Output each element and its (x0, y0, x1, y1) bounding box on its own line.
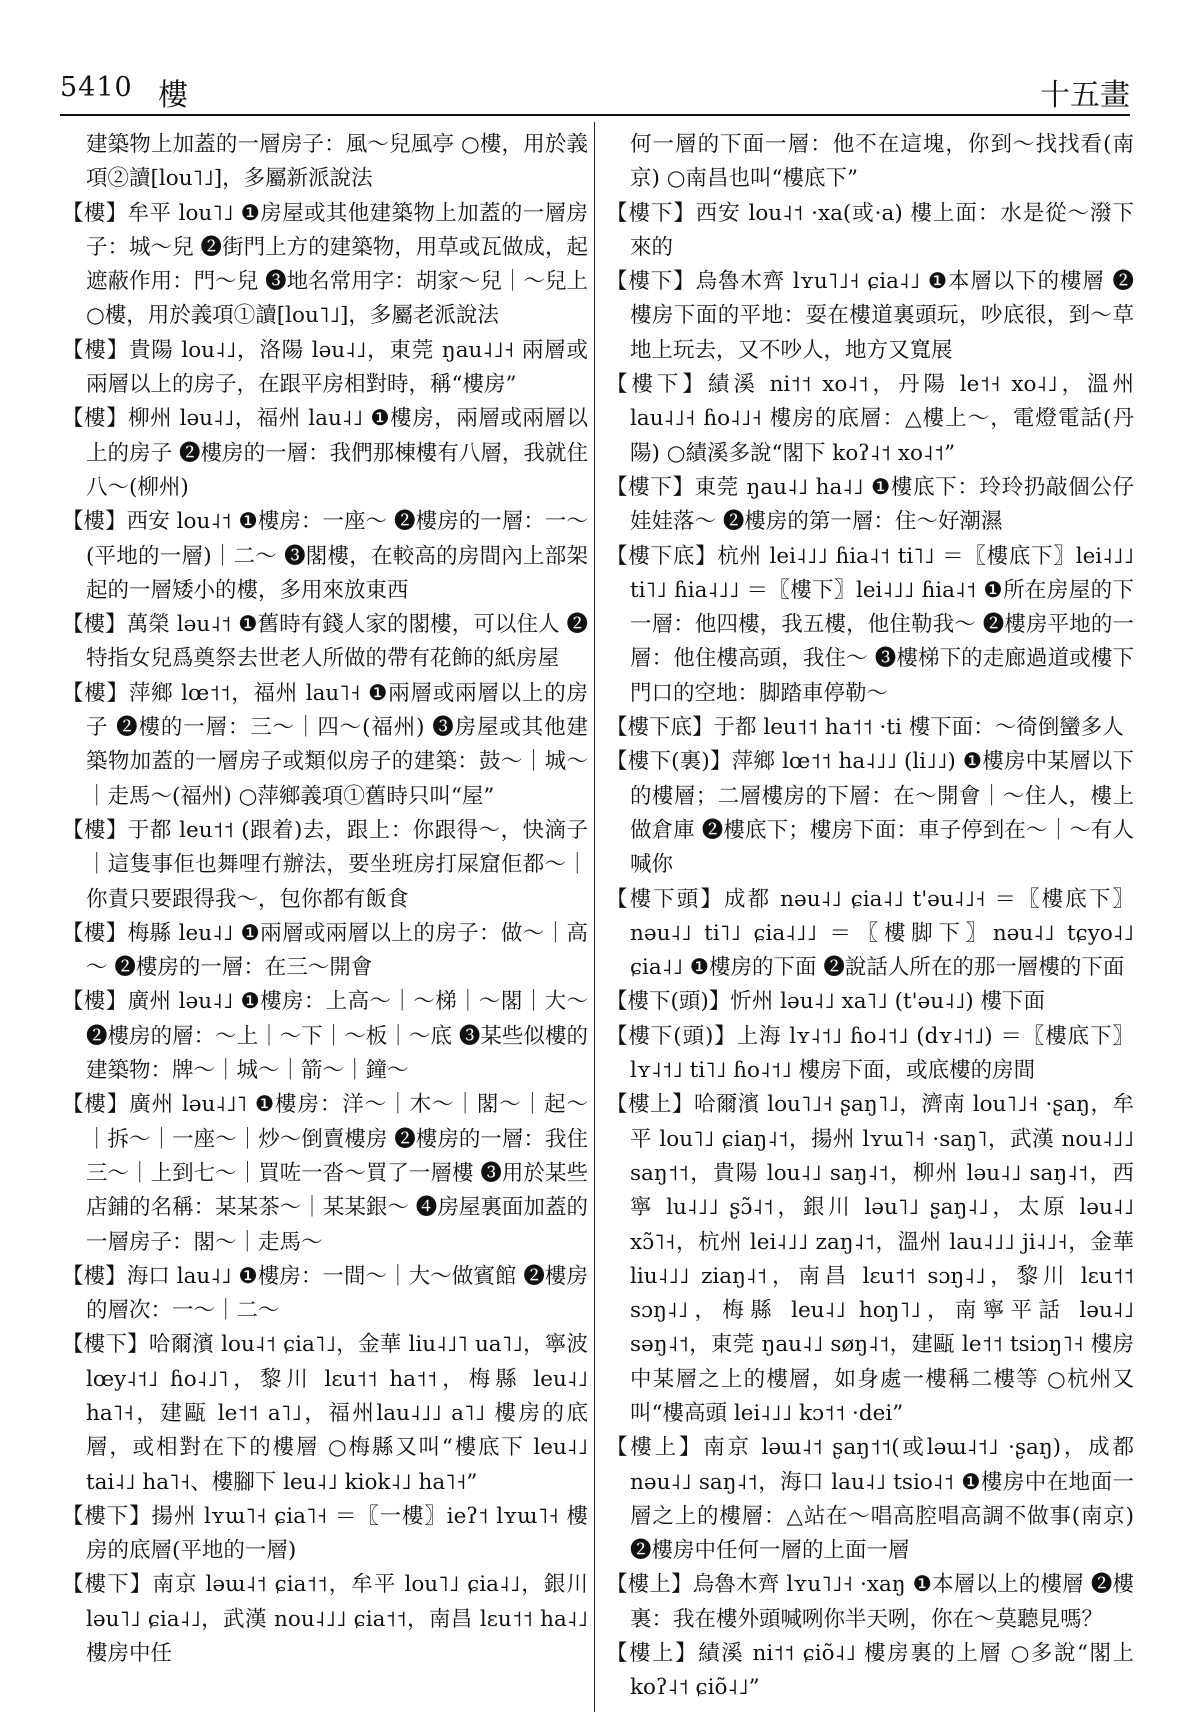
head-character: 樓 (158, 78, 188, 113)
dictionary-entry: 【樓】萬榮 ləu˨˦ ❶舊時有錢人家的閣樓，可以住人 ❷特指女兒爲奠祭去世老人所做的帶有花飾的紙房屋 (62, 612, 588, 672)
dictionary-entry: 【樓下底】杭州 lei˨˩˩ ɦia˨˦ ti˥˩ ＝〖樓底下〗lei˨˩˩ ti˥˩ ɦia˨˩˩ ＝〖樓下〗lei˨˩˩ ɦia˨˦ ❶所在房屋的下一層：他四樓，我五樓，他住勒我～ ❷樓房平地的一層：他住樓高頭，我住～ ❸樓梯下的走廊過道或樓下門口的空地：脚踏車停勒～ (606, 543, 1134, 706)
stroke-section: 十五畫 (1040, 78, 1130, 113)
dictionary-entry: 【樓上】哈爾濱 lou˥˩˧ ʂaŋ˥˩，濟南 lou˥˩˧ ·ʂaŋ，牟平 lou˥˩ ɕiaŋ˨˦，揚州 lʏɯ˥˧ ·saŋ˥，武漢 nou˨˩˩ saŋ˦˦，貴陽 lou˨˩ saŋ˨˦，柳州 ləu˨˩ saŋ˨˦，西寧 lu˨˩˩ ʂɔ̃˨˦，銀川 ləu˥˩ ʂaŋ˨˩，太原 ləu˨˩ xɔ̃˥˧，杭州 lei˨˩˩ zaŋ˨˦，溫州 lau˨˩˩ ji˨˩˧，金華 liu˨˩˩ ziaŋ˨˦，南昌 lɛu˦˦ sɔŋ˨˩，黎川 lɛu˦˦ sɔŋ˨˩，梅縣 leu˨˩ hoŋ˥˩，南寧平話 ləu˨˩ səŋ˨˦，東莞 ŋau˨˩ søŋ˨˦，建甌 le˦˦ tsiɔŋ˥˧ 樓房中某層之上的樓層，如身處一樓稱二樓等 ○杭州又叫“樓高頭 lei˨˩˩ kɔ˦˦ ·dei” (606, 1092, 1134, 1426)
dictionary-entry: 【樓下】烏魯木齊 lʏu˥˩˧ ɕia˨˩ ❶本層以下的樓層 ❷樓房下面的平地：耍在樓道裏頭玩，吵底很，到～草地上玩去，又不吵人，地方又寬展 (606, 269, 1134, 363)
dictionary-entry: 【樓下底】于都 leu˦˦ ha˦˦ ·ti 樓下面：～徛倒蠻多人 (606, 715, 1124, 741)
dictionary-entry: 【樓下】哈爾濱 lou˨˦ ɕia˥˩，金華 liu˨˩˥ ua˥˩，寧波 lœy˨˦˩ ɦo˨˩˥，黎川 lɛu˦˦ ha˦˦，梅縣 leu˨˩ ha˥˧，建甌 le˦˦ a˥˩，福州lau˨˩˩ a˥˩ 樓房的底層，或相對在下的樓層 ○梅縣又叫“樓底下 leu˨˩ tai˨˩ ha˥˧、樓腳下 leu˨˩ kiok˨˩ ha˥˧” (62, 1332, 588, 1495)
dictionary-entry: 【樓下】揚州 lʏɯ˥˧ ɕia˥˧ ＝〖一樓〗ieʔ˦ lʏɯ˥˧ 樓房的底層(平地的一層) (62, 1503, 588, 1564)
left-column (62, 128, 588, 1708)
dictionary-entry: 【樓下(頭)】上海 lʏ˨˦˩ ɦo˨˦˩ (dʏ˨˦˩) ＝〖樓底下〗lʏ˨˦˩ ti˥˩ ɦo˨˦˩ 樓房下面，或底樓的房間 (606, 1023, 1134, 1084)
dictionary-entry: 【樓】廣州 ləu˨˩ ❶樓房：上高～｜～梯｜～閣｜大～ ❷樓房的層：～上｜～下｜～板｜～底 ❸某些似樓的建築物：牌～｜城～｜箭～｜鐘～ (62, 989, 588, 1084)
dictionary-entry: 【樓】萍鄉 lœ˦˦，福州 lau˥˧ ❶兩層或兩層以上的房子 ❷樓的一層：三～｜四～(福州) ❸房屋或其他建築物加蓋的一層房子或類似房子的建築：鼓～｜城～｜走馬～(福州) ○萍鄉義項①舊時只叫“屋” (62, 680, 588, 809)
dictionary-entry: 【樓下】南京 ləɯ˨˦ ɕia˦˦，牟平 lou˥˩ ɕia˨˩，銀川 ləu˥˩ ɕia˨˩，武漢 nou˨˩˩ ɕia˦˦，南昌 lɛu˦˦ ha˨˩ 樓房中任 (62, 1572, 588, 1667)
dictionary-entry: 【樓上】南京 ləɯ˨˦ ʂaŋ˦˦(或ləɯ˨˦˩ ·ʂaŋ)，成都 nəu˨˩ saŋ˨˦，海口 lau˨˩ tsio˨˦ ❶樓房中在地面一層之上的樓層：△站在～唱高腔唱高調不做事(南京) ❷樓房中任何一層的上面一層 (606, 1435, 1134, 1564)
dictionary-entry: 【樓】西安 lou˨˦ ❶樓房：一座～ ❷樓房的一層：一～(平地的一層)｜二～ ❸閣樓，在較高的房間內上部架起的一層矮小的樓，多用來放東西 (62, 509, 588, 603)
entry-continuation: 何一層的下面一層：他不在這塊，你到～找找看(南京) ○南昌也叫“樓底下” (630, 132, 1134, 192)
dictionary-entry: 【樓下】西安 lou˨˦ ·xa(或·a) 樓上面：水是從～潑下來的 (606, 200, 1134, 260)
right-column (606, 128, 1134, 1708)
entry-continuation: 建築物上加蓋的一層房子：風～兒風亭 ○樓，用於義項②讀[lou˥˩]，多屬新派說法 (86, 132, 588, 192)
dictionary-entry: 【樓】梅縣 leu˨˩ ❶兩層或兩層以上的房子：做～｜高～ ❷樓房的一層：在三～開會 (62, 920, 588, 981)
page-number: 5410 (60, 72, 133, 103)
dictionary-entry: 【樓】廣州 ləu˨˩˥ ❶樓房：洋～｜木～｜閣～｜起～｜拆～｜一座～｜炒～倒賣樓房 ❷樓房的一層：我住三～｜上到七～｜買咗一沓～買了一層樓 ❸用於某些店鋪的名稱：某某茶～｜某某銀～ ❹房屋裏面加蓋的一層房子：閣～｜走馬～ (62, 1092, 588, 1255)
dictionary-entry: 【樓】海口 lau˨˩ ❶樓房：一間～｜大～做賓館 ❷樓房的層次：一～｜二～ (62, 1263, 588, 1324)
dictionary-entry: 【樓下(頭)】忻州 ləu˨˩ xa˥˩ (t'əu˨˩) 樓下面 (606, 989, 1046, 1015)
dictionary-entry: 【樓下】績溪 ni˦˦ xo˨˦，丹陽 le˦˧ xo˨˩，溫州 lau˨˩˧ ɦo˨˩˧ 樓房的底層：△樓上～，電燈電話(丹陽) ○績溪多說“閣下 koʔ˨˦ xo˨˦” (606, 372, 1134, 466)
dictionary-entry: 【樓上】烏魯木齊 lʏu˥˩˧ ·xaŋ ❶本層以上的樓層 ❷樓裏：我在樓外頭喊咧你半天咧，你在～莫聽見嗎？ (606, 1572, 1134, 1632)
dictionary-entry: 【樓下】東莞 ŋau˨˩ ha˨˩ ❶樓底下：玲玲扔敲個公仔娃娃落～ ❷樓房的第一層：住～好潮濕 (606, 474, 1134, 535)
dictionary-entry: 【樓下頭】成都 nəu˨˩ ɕia˨˩ t'əu˨˩˧ ＝〖樓底下〗nəu˨˩ ti˥˩ ɕia˨˩˩ ＝〖樓脚下〗nəu˨˩ tɕyo˨˩ ɕia˨˩ ❶樓房的下面 ❷說話人所在的那一層樓的下面 (606, 886, 1134, 981)
dictionary-entry: 【樓上】績溪 ni˦˦ ɕiõ˨˩ 樓房裏的上層 ○多說“閣上 koʔ˨˦ ɕiõ˨˩” (606, 1641, 1134, 1701)
dictionary-entry: 【樓】柳州 ləu˨˩，福州 lau˨˩ ❶樓房，兩層或兩層以上的房子 ❷樓房的一層：我們那棟樓有八層，我就住八～(柳州) (62, 406, 588, 500)
dictionary-entry: 【樓】牟平 lou˥˩ ❶房屋或其他建築物上加蓋的一層房子：城～兒 ❷街門上方的建築物，用草或瓦做成，起遮蔽作用：門～兒 ❸地名常用字：胡家～兒｜～兒上 ○樓，用於義項①讀[lou˥˩]，多屬老派說法 (62, 200, 588, 329)
column-divider (594, 122, 595, 1712)
dictionary-entry: 【樓】于都 leu˦˦ (跟着)去，跟上：你跟得～，快滴子｜這隻事佢也舞哩冇辦法，要坐班房打屎窟佢都～｜你責只要跟得我～，包你都有飯食 (62, 817, 588, 912)
dictionary-entry: 【樓下(裏)】萍鄉 lœ˦˦ ha˨˩˩ (li˩˩) ❶樓房中某層以下的樓層；二層樓房的下層：在～開會｜～住人，樓上做倉庫 ❷樓底下；樓房下面：車子停到在～｜～有人喊你 (606, 749, 1134, 878)
dictionary-entry: 【樓】貴陽 lou˨˩，洛陽 ləu˨˩，東莞 ŋau˨˩˧ 兩層或兩層以上的房子，在跟平房相對時，稱“樓房” (62, 337, 588, 398)
running-header (60, 64, 1130, 116)
